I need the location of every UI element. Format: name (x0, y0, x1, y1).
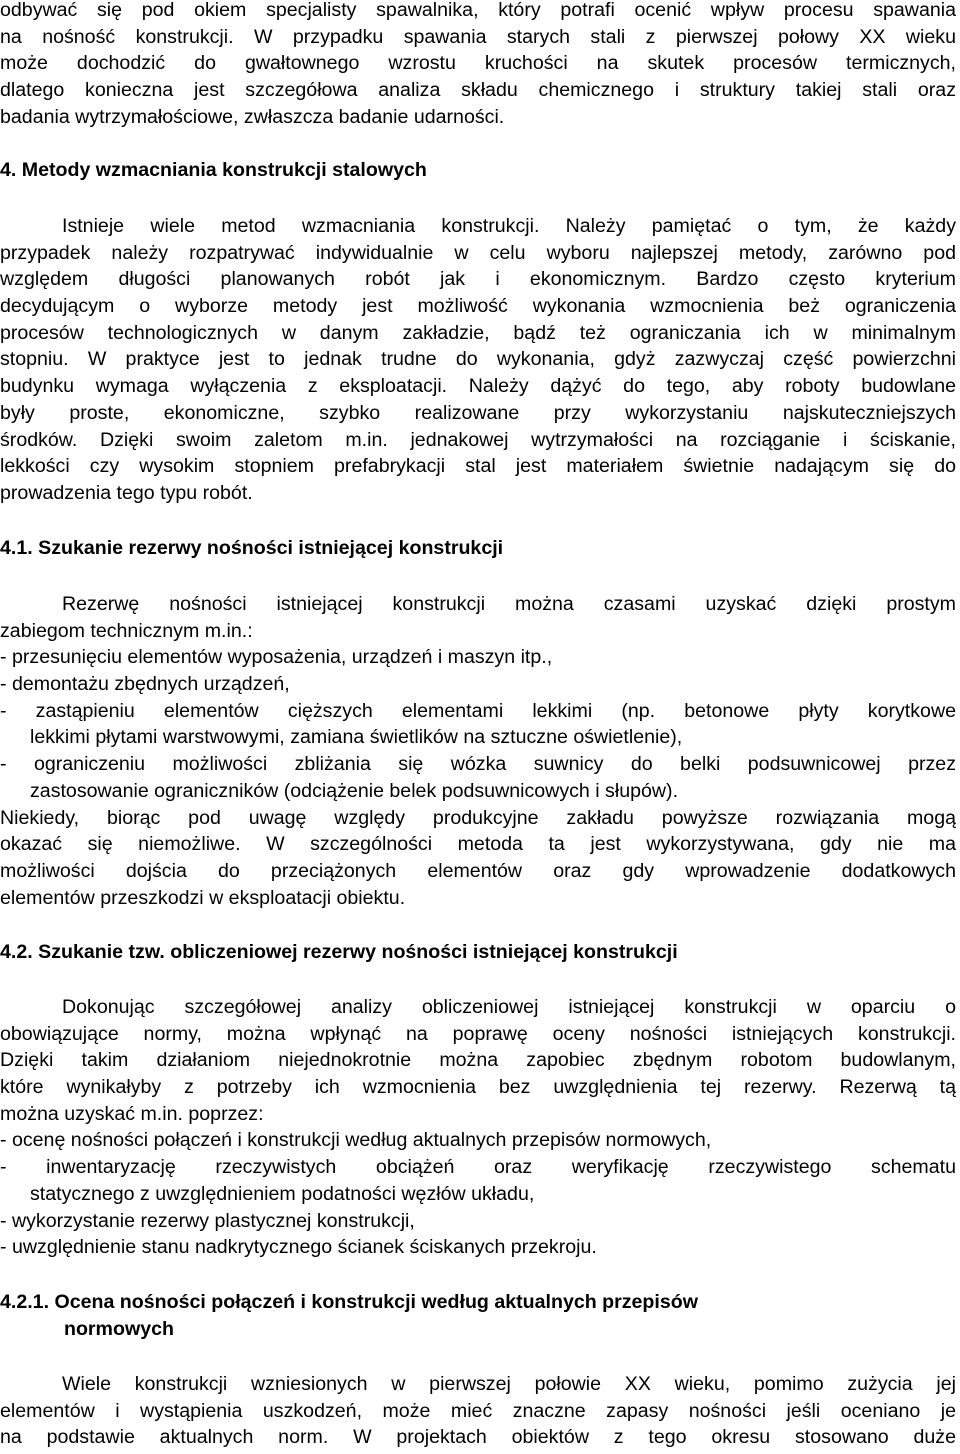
section-4-paragraph (0, 213, 956, 507)
text-line: okazać się niemożliwe. W szczególności metoda ta jest wykorzystywana, gdy nie ma (0, 833, 956, 856)
intro-paragraph (0, 0, 956, 130)
section-heading-4-2-1-cont: normowych (64, 1318, 174, 1340)
text-line: obowiązujące normy, można wpłynąć na poprawę oceny nośności istniejących konstrukcji. (0, 1022, 956, 1045)
text-line: Rezerwę nośności istniejącej konstrukcji można czasami uzyskać dzięki prostym (62, 593, 956, 615)
list-item: - wykorzystanie rezerwy plastycznej konstrukcji, (0, 1209, 415, 1232)
text-line: możliwości dojścia do przeciążonych elementów oraz gdy wprowadzenie dodatkowych (0, 859, 956, 882)
list-item: - inwentaryzację rzeczywistych obciążeń oraz weryfikację rzeczywistego schematu (0, 1156, 956, 1179)
list-item: - ograniczeniu możliwości zbliżania się wózka suwnicy do belki podsuwnicowej przez (0, 753, 956, 776)
text-line: można uzyskać m.in. poprzez: (0, 1102, 264, 1125)
list-item-continuation: statycznego z uwzględnieniem podatności węzłów układu, (30, 1182, 535, 1205)
text-line: Niekiedy, biorąc pod uwagę względy produkcyjne zakładu powyższe rozwiązania mogą (0, 806, 956, 829)
text-line: względem długości planowanych robót jak i ekonomicznym. Bardzo często kryterium (0, 268, 956, 291)
list-item: - demontażu zbędnych urządzeń, (0, 673, 290, 696)
text-line: środków. Dzięki swoim zaletom m.in. jednakowej wytrzymałości na rozciąganie i ściskanie, (0, 428, 956, 451)
text-line: badania wytrzymałościowe, zwłaszcza badanie udarności. (0, 105, 505, 128)
text-line: Wiele konstrukcji wzniesionych w pierwszej połowie XX wieku, pomimo zużycia jej (62, 1373, 956, 1395)
text-line: odbywać się pod okiem specjalisty spawalnika, który potrafi ocenić wpływ procesu spawania (0, 0, 956, 21)
list-item-continuation: zastosowanie ograniczników (odciążenie belek podsuwnicowych i słupów). (30, 779, 679, 802)
text-line: lekkości czy wysokim stopniem prefabrykacji stal jest materiałem świetnie nadającym się do (0, 455, 956, 478)
text-line: Dzięki takim działaniom niejednokrotnie można zapobiec zbędnym robotom budowlanym, (0, 1049, 956, 1072)
text-line: elementów przeszkodzi w eksploatacji obiektu. (0, 886, 406, 909)
section-4-2-1-paragraph (0, 1371, 956, 1451)
text-line: decydującym o wyborze metody jest możliwość wykonania wzmocnienia beż ograniczenia (0, 295, 956, 318)
section-heading-4: 4. Metody wzmacniania konstrukcji stalowych (0, 159, 427, 181)
section-heading-4-1: 4.1. Szukanie rezerwy nośności istniejącej konstrukcji (0, 537, 504, 559)
text-line: może dochodzić do gwałtownego wzrostu kruchości na skutek procesów termicznych, (0, 52, 956, 75)
text-line: przypadek należy rozpatrywać indywidualnie w celu wyboru najlepszej metody, zarówno pod (0, 241, 956, 264)
list-item-continuation: lekkimi płytami warstwowymi, zamiana świetlików na sztuczne oświetlenie), (30, 726, 683, 749)
list-item: - zastąpieniu elementów cięższych elementami lekkimi (np. betonowe płyty korytkowe (0, 699, 956, 722)
text-line: na podstawie aktualnych norm. W projektach obiektów z tego okresu stosowano duże (0, 1426, 956, 1449)
text-line: prowadzenia tego typu robót. (0, 481, 253, 504)
text-line: na nośność konstrukcji. W przypadku spawania starych stali z pierwszej połowy XX wieku (0, 25, 956, 48)
list-item: - przesunięciu elementów wyposażenia, urządzeń i maszyn itp., (0, 646, 553, 669)
section-4-2-paragraph (0, 994, 956, 1261)
text-line: budynku wymaga wyłączenia z eksploatacji. Należy dążyć do tego, aby roboty budowlane (0, 375, 956, 398)
list-item: - uwzględnienie stanu nadkrytycznego ścianek ściskanych przekroju. (0, 1236, 597, 1259)
section-4-1-paragraph (0, 591, 956, 911)
text-line: stopniu. W praktyce jest to jednak trudne do wykonania, gdyż zazwyczaj część powierzchni (0, 348, 956, 371)
text-line: procesów technologicznych w danym zakładzie, bądź też ograniczania ich w minimalnym (0, 321, 956, 344)
text-line: elementów i wystąpienia uszkodzeń, może mieć znaczne zapasy nośności jeśli oceniano je (0, 1399, 956, 1422)
list-item: - ocenę nośności połączeń i konstrukcji według aktualnych przepisów normowych, (0, 1129, 712, 1152)
text-line: dlatego konieczna jest szczegółowa analiza składu chemicznego i struktury takiej stali oraz (0, 79, 956, 102)
text-line: które wynikałyby z potrzeby ich wzmocnienia bez uwzględnienia tej rezerwy. Rezerwą tą (0, 1076, 956, 1099)
section-heading-4-2-1: 4.2.1. Ocena nośności połączeń i konstrukcji według aktualnych przepisów (0, 1291, 698, 1313)
text-line: zabiegom technicznym m.in.: (0, 619, 253, 642)
text-line: Dokonując szczegółowej analizy obliczeniowej istniejącej konstrukcji w oparciu o (62, 996, 956, 1018)
text-line: były proste, ekonomiczne, szybko realizowane przy wykorzystaniu najskuteczniejszych (0, 401, 956, 424)
section-heading-4-2: 4.2. Szukanie tzw. obliczeniowej rezerwy nośności istniejącej konstrukcji (0, 941, 678, 963)
text-line: Istnieje wiele metod wzmacniania konstrukcji. Należy pamiętać o tym, że każdy (62, 215, 956, 237)
